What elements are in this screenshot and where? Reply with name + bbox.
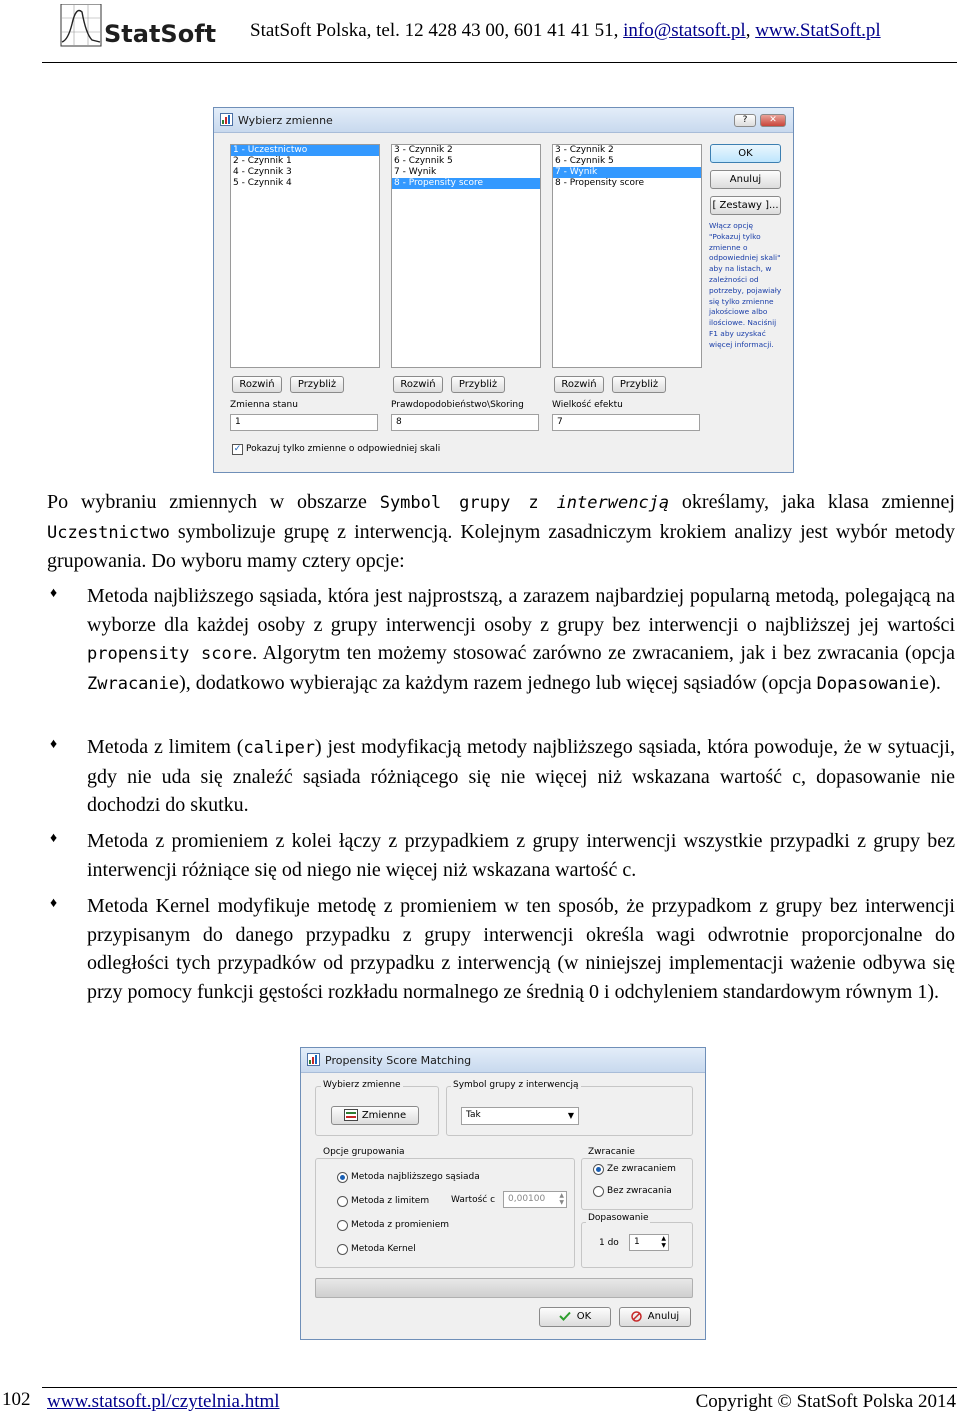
check-icon <box>559 1311 571 1321</box>
c-value-label: Wartość c <box>451 1195 496 1205</box>
ok-button[interactable]: OK <box>539 1307 611 1327</box>
replacement-label: Zwracanie <box>588 1147 635 1157</box>
list-item[interactable]: 5 - Czynnik 4 <box>233 178 292 188</box>
sets-button[interactable]: [ Zestawy ]... <box>710 196 781 215</box>
copyright: Copyright © StatSoft Polska 2014 <box>695 1391 956 1412</box>
symbol-value: Tak <box>466 1110 481 1120</box>
expand-button-3[interactable]: Rozwiń <box>554 376 604 393</box>
bullet-icon: ♦ <box>50 737 58 752</box>
titlebar <box>301 1048 705 1073</box>
dropdown-arrow-icon: ▼ <box>567 1111 574 1120</box>
spinner-icon: ▲ ▼ <box>559 1192 564 1206</box>
c-value-field[interactable]: 0,00100 ▲ ▼ <box>503 1191 567 1208</box>
contact-text: StatSoft Polska, tel. 12 428 43 00, 601 41 41 51, <box>250 20 624 41</box>
zoom-button-1[interactable]: Przybliż <box>290 376 344 393</box>
matching-field[interactable]: 1 ▲ ▼ <box>629 1234 669 1251</box>
effect-size-field[interactable]: 7 <box>552 414 700 431</box>
bullet-icon: ♦ <box>50 831 58 846</box>
radio-radius[interactable] <box>337 1220 348 1231</box>
label-probability: Prawdopodobieństwo\Skoring <box>391 400 524 410</box>
method-caliper: Metoda z limitem (caliper) jest modyfikacją metody najbliższego sąsiada, która powoduje, że w sytuacji, gdy nie uda się znaleźć sąsiada różniącego się nie więcej niż wskazana wartość c, dopasowanie nie dochodzi do skutku. <box>87 736 955 816</box>
header-rule <box>42 62 957 63</box>
radio-caliper-label: Metoda z limitem <box>351 1196 430 1206</box>
state-variable-field[interactable]: 1 <box>230 414 378 431</box>
radio-caliper[interactable] <box>337 1196 348 1207</box>
radio-without-replacement[interactable] <box>593 1186 604 1197</box>
radio-radius-label: Metoda z promieniem <box>351 1220 450 1230</box>
probability-field[interactable]: 8 <box>391 414 539 431</box>
page-number: 102 <box>2 1389 31 1410</box>
statsoft-logo <box>60 4 235 48</box>
dialog-title: Wybierz zmienne <box>238 114 333 127</box>
intro-paragraph: Po wybraniu zmiennych w obszarze Symbol grupy z interwencją określamy, jaka klasa zmiennej Uczestnictwo symbolizuje grupę z interwencją. Kolejnym zasadniczym krokiem analizy jest wybór metody grupowania. Do wyboru mamy cztery opcje: <box>47 491 955 572</box>
list-item[interactable]: 2 - Czynnik 1 <box>233 156 292 166</box>
header-contact <box>250 20 881 42</box>
footer-rule <box>42 1387 957 1388</box>
reading-room-link[interactable]: www.statsoft.pl/czytelnia.html <box>47 1391 280 1412</box>
radio-with-replacement-label: Ze zwracaniem <box>607 1164 676 1174</box>
grouping-options-label: Opcje grupowania <box>323 1147 405 1157</box>
site-link[interactable]: www.StatSoft.pl <box>755 20 881 41</box>
variable-list-3[interactable] <box>552 144 702 368</box>
radio-kernel-label: Metoda Kernel <box>351 1244 416 1254</box>
variables-group-label: Wybierz zmienne <box>323 1080 401 1090</box>
list-item[interactable]: 3 - Czynnik 2 <box>394 145 453 155</box>
variables-dialog <box>213 107 794 473</box>
matching-prefix: 1 do <box>599 1238 619 1248</box>
radio-nearest-neighbour[interactable] <box>337 1172 348 1183</box>
spinner-icon: ▲ ▼ <box>661 1235 666 1249</box>
variable-list-1[interactable] <box>230 144 380 368</box>
app-icon <box>307 1053 320 1066</box>
ok-button[interactable]: OK <box>710 144 781 163</box>
bullet-icon: ♦ <box>50 586 58 601</box>
label-effect-size: Wielkość efektu <box>552 400 623 410</box>
titlebar <box>214 108 793 133</box>
list-item[interactable]: 7 - Wynik <box>553 167 701 178</box>
dialog-title: Propensity Score Matching <box>325 1054 472 1067</box>
radio-kernel[interactable] <box>337 1244 348 1255</box>
list-item[interactable]: 6 - Czynnik 5 <box>555 156 614 166</box>
zoom-button-2[interactable]: Przybliż <box>451 376 505 393</box>
variables-button[interactable]: Zmienne <box>331 1106 419 1125</box>
expand-button-2[interactable]: Rozwiń <box>393 376 443 393</box>
symbol-select[interactable] <box>461 1107 579 1125</box>
cancel-button[interactable]: Anuluj <box>710 170 781 189</box>
radio-nearest-neighbour-label: Metoda najbliższego sąsiada <box>351 1172 480 1182</box>
zoom-button-3[interactable]: Przybliż <box>612 376 666 393</box>
scale-checkbox-label: Pokazuj tylko zmienne o odpowiedniej skali <box>246 444 441 454</box>
label-state-variable: Zmienna stanu <box>230 400 298 410</box>
list-item[interactable]: 8 - Propensity score <box>392 178 540 189</box>
app-icon <box>220 113 233 126</box>
method-nearest-neighbour: Metoda najbliższego sąsiada, która jest najprostszą, a zarazem najbardziej popularną metodą, polegającą na wyborze dla każdej osoby z grupy interwencji osoby z grupy bez interwencji o najbliższej jej wartości propensity score. Algorytm ten możemy stosować zarówno ze zwracaniem, jak i bez zwracania (opcja Zwracanie), dodatkowo wybierając za każdym razem jednego lub więcej sąsiadów (opcja Dopasowanie). <box>87 585 955 694</box>
list-item[interactable]: 7 - Wynik <box>394 167 437 177</box>
close-button[interactable]: ✕ <box>760 114 786 127</box>
cancel-icon <box>631 1311 642 1322</box>
svg-text:StatSoft: StatSoft <box>104 20 217 48</box>
radio-without-replacement-label: Bez zwracania <box>607 1186 672 1196</box>
method-radius: Metoda z promieniem z kolei łączy z przypadkiem z grupy interwencji wszystkie przypadki z grupy bez interwencji różniące się od niego nie więcej niż wskazana wartość c. <box>87 830 955 881</box>
psm-dialog <box>300 1047 706 1340</box>
radio-with-replacement[interactable] <box>593 1164 604 1175</box>
progress-bar <box>315 1278 693 1298</box>
bullet-icon: ♦ <box>50 896 58 911</box>
help-button[interactable]: ? <box>734 114 756 127</box>
scale-checkbox[interactable]: ✓ <box>233 444 242 454</box>
list-item[interactable]: 6 - Czynnik 5 <box>394 156 453 166</box>
cancel-button[interactable]: Anuluj <box>619 1307 691 1327</box>
list-item[interactable]: 8 - Propensity score <box>555 178 645 188</box>
expand-button-1[interactable]: Rozwiń <box>232 376 282 393</box>
variable-list-2[interactable] <box>391 144 541 368</box>
info-text: Włącz opcję "Pokazuj tylko zmienne o odpowiedniej skali" aby na listach, w zależności od potrzeby, pojawiały się tylko zmienne jakościowe albo ilościowe. Naciśnij F1 aby uzyskać więcej informacji. <box>709 221 782 349</box>
list-item[interactable]: 1 - Uczestnictwo <box>231 145 379 156</box>
contact-sep: , <box>745 20 756 41</box>
list-item[interactable]: 3 - Czynnik 2 <box>555 145 614 155</box>
list-item[interactable]: 4 - Czynnik 3 <box>233 167 292 177</box>
variables-icon <box>344 1109 358 1121</box>
method-kernel: Metoda Kernel modyfikuje metodę z promieniem w ten sposób, że przypadkom z grupy bez interwencji przypisanym do danego przypadku z grupy interwencji określa wagi odwrotnie proporcjonalne do odległości tych przypadków od przypadku z interwencją (w niniejszej implementacji ważenie odbywa się przy pomocy funkcji gęstości rozkładu normalnego ze średnią 0 i odchyleniem standardowym równym 1). <box>87 895 955 1003</box>
matching-label: Dopasowanie <box>588 1213 649 1223</box>
email-link[interactable]: info@statsoft.pl <box>623 20 746 41</box>
symbol-group-label: Symbol grupy z interwencją <box>453 1080 579 1090</box>
